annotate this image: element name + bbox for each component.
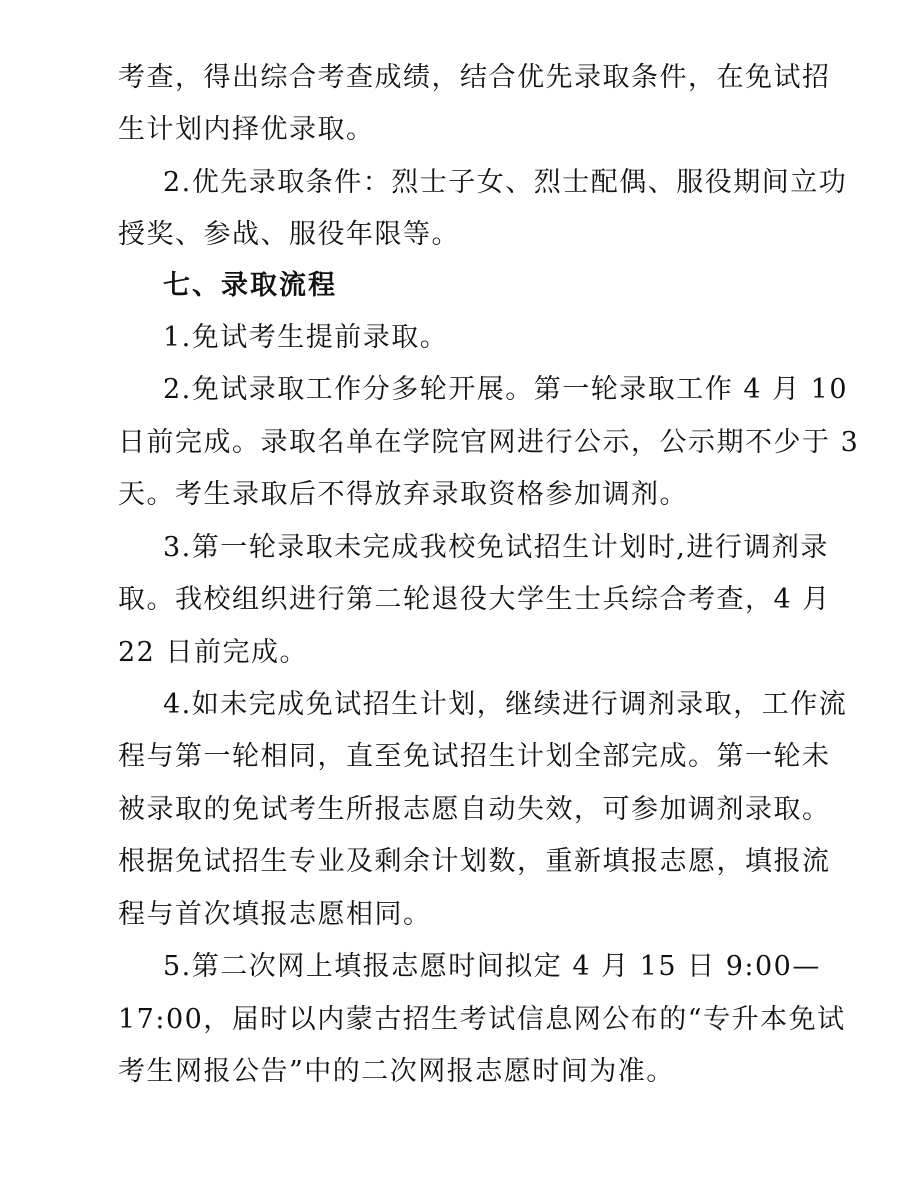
section-heading: 七、录取流程 [163, 270, 337, 301]
paragraph-line: 2.优先录取条件：烈士子女、烈士配偶、服役期间立功 [163, 167, 848, 198]
paragraph-line: 考生网报公告”中的二次网报志愿时间为准。 [118, 1056, 675, 1087]
paragraph-line: 根据免试招生专业及剩余计划数，重新填报志愿，填报流 [118, 846, 831, 877]
paragraph-line: 生计划内择优录取。 [118, 114, 375, 145]
paragraph-line: 5.第二次网上填报志愿时间拟定 4 月 15 日 9:00— [163, 951, 821, 982]
paragraph-line: 17:00，届时以内蒙古招生考试信息网公布的“专升本免试 [118, 1004, 846, 1035]
paragraph-line: 4.如未完成免试招生计划，继续进行调剂录取，工作流 [163, 689, 848, 720]
paragraph-line: 授奖、参战、服役年限等。 [118, 219, 460, 250]
paragraph-line: 日前完成。录取名单在学院官网进行公示，公示期不少于 3 [118, 427, 860, 458]
paragraph-line: 取。我校组织进行第二轮退役大学生士兵综合考查，4 月 [118, 584, 831, 615]
paragraph-line: 1.免试考生提前录取。 [163, 322, 449, 353]
paragraph-line: 程与首次填报志愿相同。 [118, 899, 432, 930]
paragraph-line: 22 日前完成。 [118, 637, 308, 668]
paragraph-line: 天。考生录取后不得放弃录取资格参加调剂。 [118, 479, 688, 510]
paragraph-line: 程与第一轮相同，直至免试招生计划全部完成。第一轮未 [118, 741, 831, 772]
paragraph-line: 被录取的免试考生所报志愿自动失效，可参加调剂录取。 [118, 794, 831, 825]
paragraph-line: 2.免试录取工作分多轮开展。第一轮录取工作 4 月 10 [163, 374, 849, 405]
paragraph-line: 考查，得出综合考查成绩，结合优先录取条件，在免试招 [118, 62, 831, 93]
paragraph-line: 3.第一轮录取未完成我校免试招生计划时,进行调剂录 [163, 532, 829, 563]
